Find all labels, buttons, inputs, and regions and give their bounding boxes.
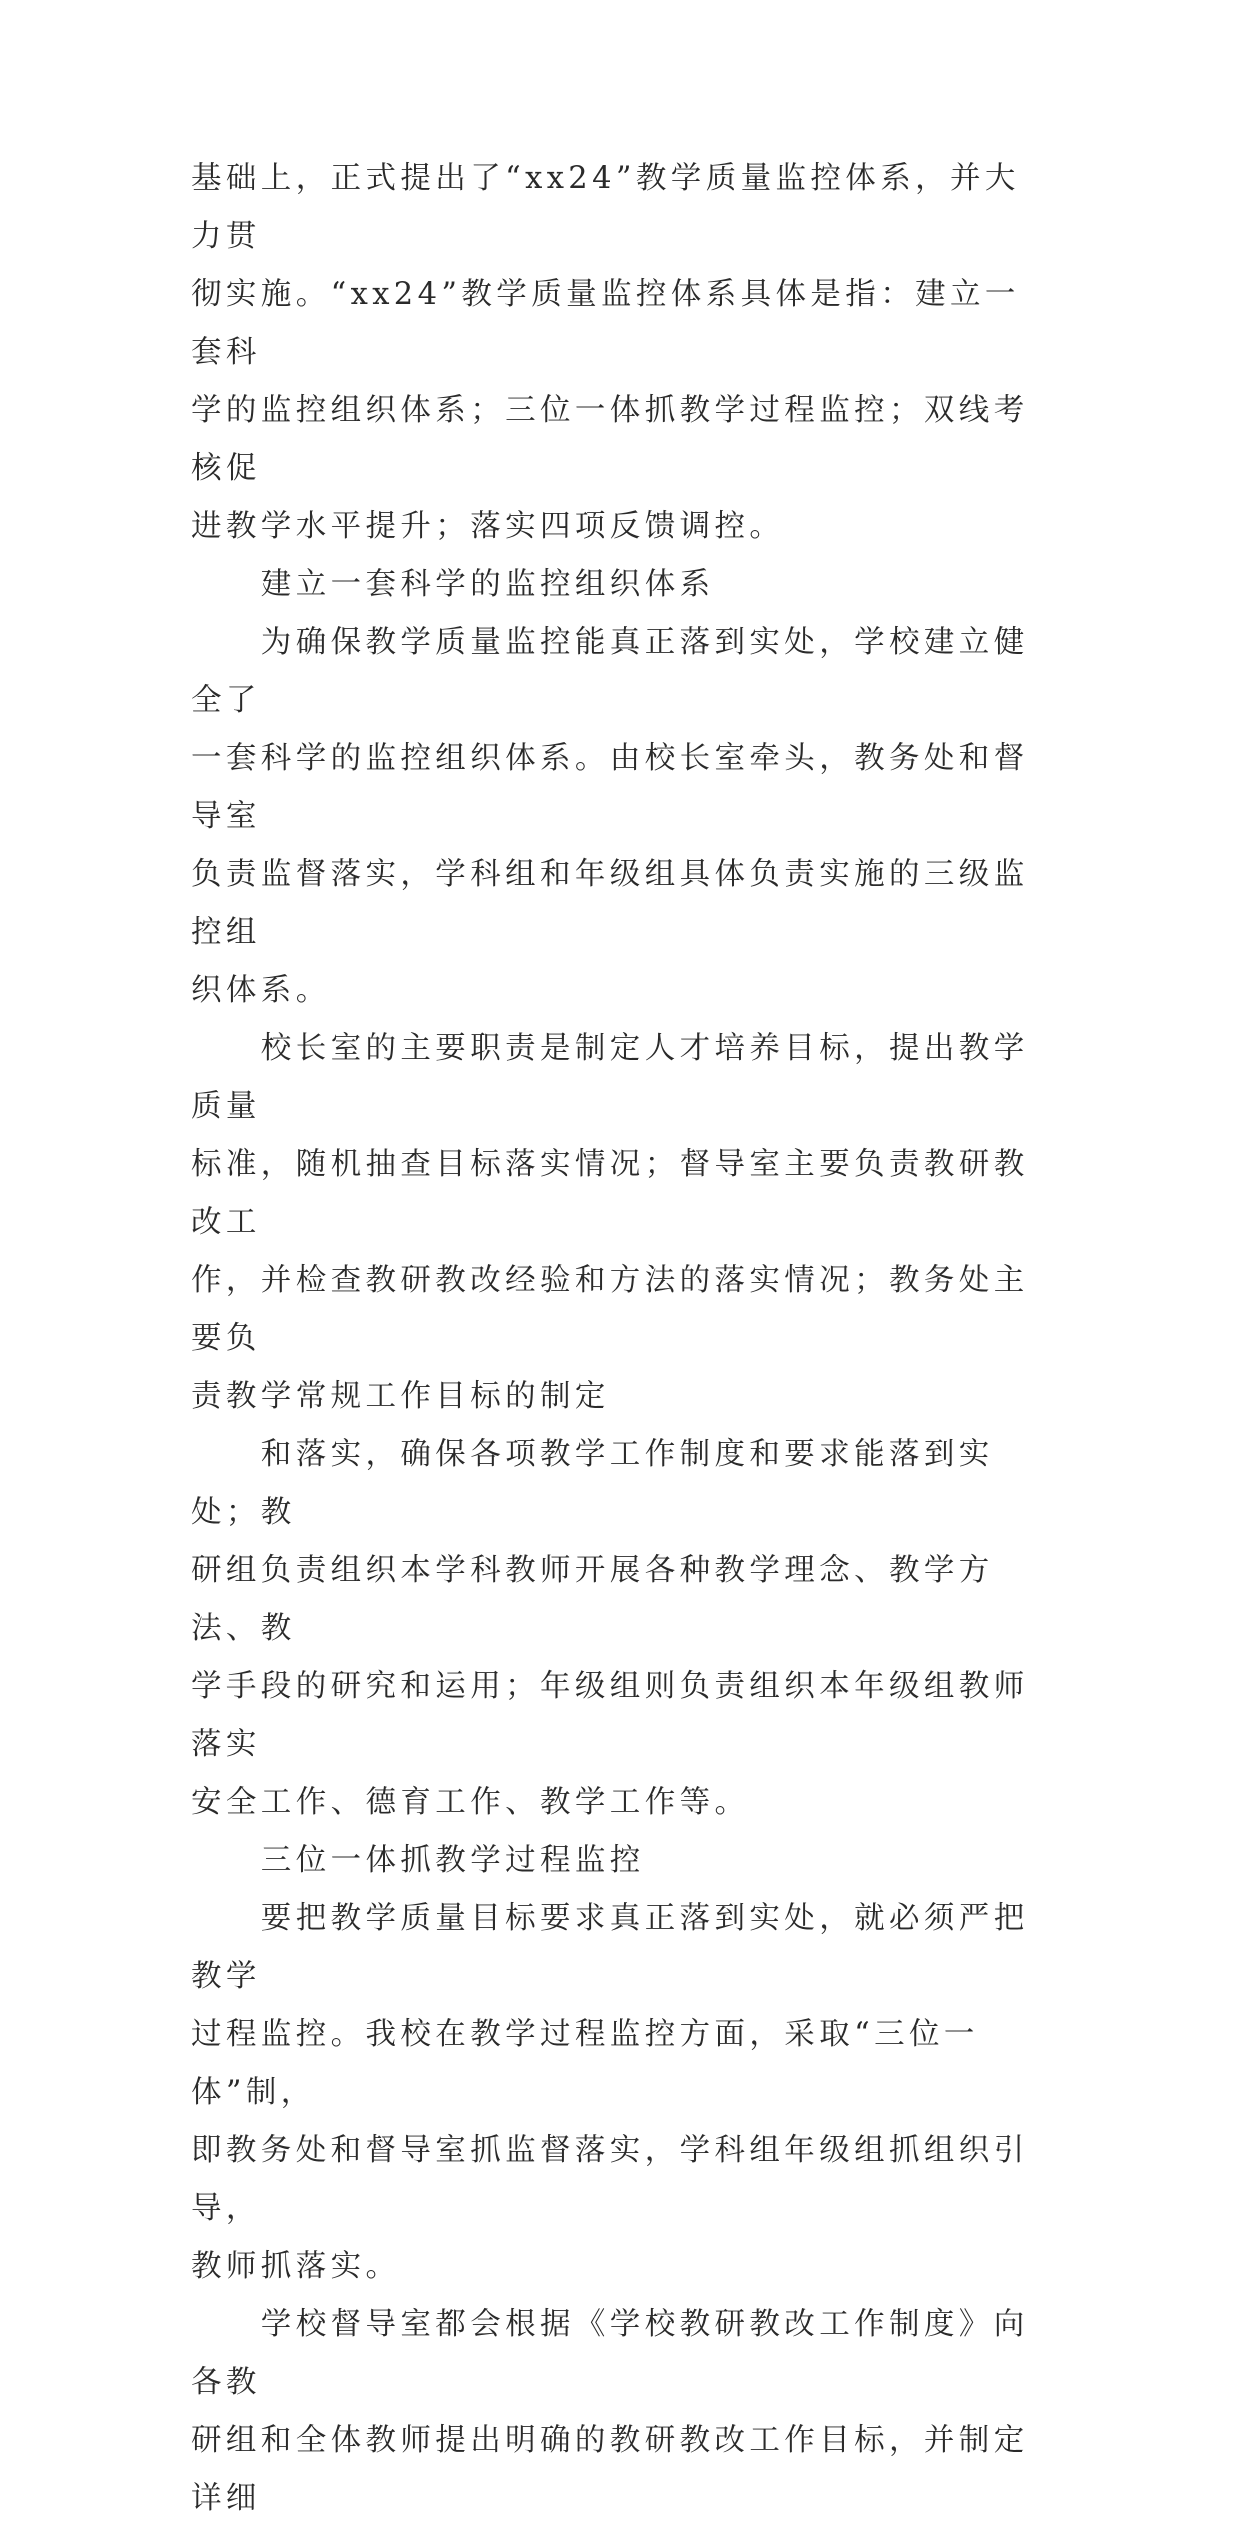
text-line: 过程监控。我校在教学过程监控方面，采取“三位一体”制， bbox=[191, 2017, 979, 2110]
text-line: 作，并检查教研教改经验和方法的落实情况；教务处主要负 bbox=[191, 1263, 1029, 1356]
text-line: 为确保教学质量监控能真正落到实处，学校建立健全了 bbox=[191, 625, 1029, 718]
text-line: 教师抓落实。 bbox=[191, 2249, 401, 2284]
text-line: 责教学常规工作目标的制定 bbox=[191, 1379, 610, 1414]
text-line: 进教学水平提升；落实四项反馈调控。 bbox=[191, 509, 785, 544]
text-line: 学手段的研究和运用；年级组则负责组织本年级组教师落实 bbox=[191, 1669, 1029, 1762]
text-line: 即教务处和督导室抓监督落实，学科组年级组抓组织引导， bbox=[191, 2133, 1029, 2226]
text-line: 负责监督落实，学科组和年级组具体负责实施的三级监控组 bbox=[191, 857, 1029, 950]
text-line: 基础上，正式提出了“xx24”教学质量监控体系，并大力贯 bbox=[191, 161, 1020, 254]
text-line: 一套科学的监控组织体系。由校长室牵头，教务处和督导室 bbox=[191, 741, 1029, 834]
text-line: 安全工作、德育工作、教学工作等。 bbox=[191, 1785, 750, 1820]
text-line: 要把教学质量目标要求真正落到实处，就必须严把教学 bbox=[191, 1901, 1029, 1994]
text-line: 研组负责组织本学科教师开展各种教学理念、教学方法、教 bbox=[191, 1553, 994, 1646]
section-heading: 建立一套科学的监控组织体系 bbox=[191, 567, 715, 602]
text-line: 校长室的主要职责是制定人才培养目标，提出教学质量 bbox=[191, 1031, 1029, 1124]
text-line: 标准，随机抽查目标落实情况；督导室主要负责教研教改工 bbox=[191, 1147, 1029, 1240]
text-line: 学校督导室都会根据《学校教研教改工作制度》向各教 bbox=[191, 2307, 1029, 2400]
text-line: 彻实施。“xx24”教学质量监控体系具体是指：建立一套科 bbox=[191, 277, 1020, 370]
text-line: 织体系。 bbox=[191, 973, 331, 1008]
document-body bbox=[191, 150, 1051, 2528]
section-heading: 三位一体抓教学过程监控 bbox=[191, 1843, 645, 1878]
text-line: 研组和全体教师提出明确的教研教改工作目标，并制定详细 bbox=[191, 2423, 1029, 2516]
text-line: 学的监控组织体系；三位一体抓教学过程监控；双线考核促 bbox=[191, 393, 1029, 486]
text-line: 和落实，确保各项教学工作制度和要求能落到实处；教 bbox=[191, 1437, 994, 1530]
